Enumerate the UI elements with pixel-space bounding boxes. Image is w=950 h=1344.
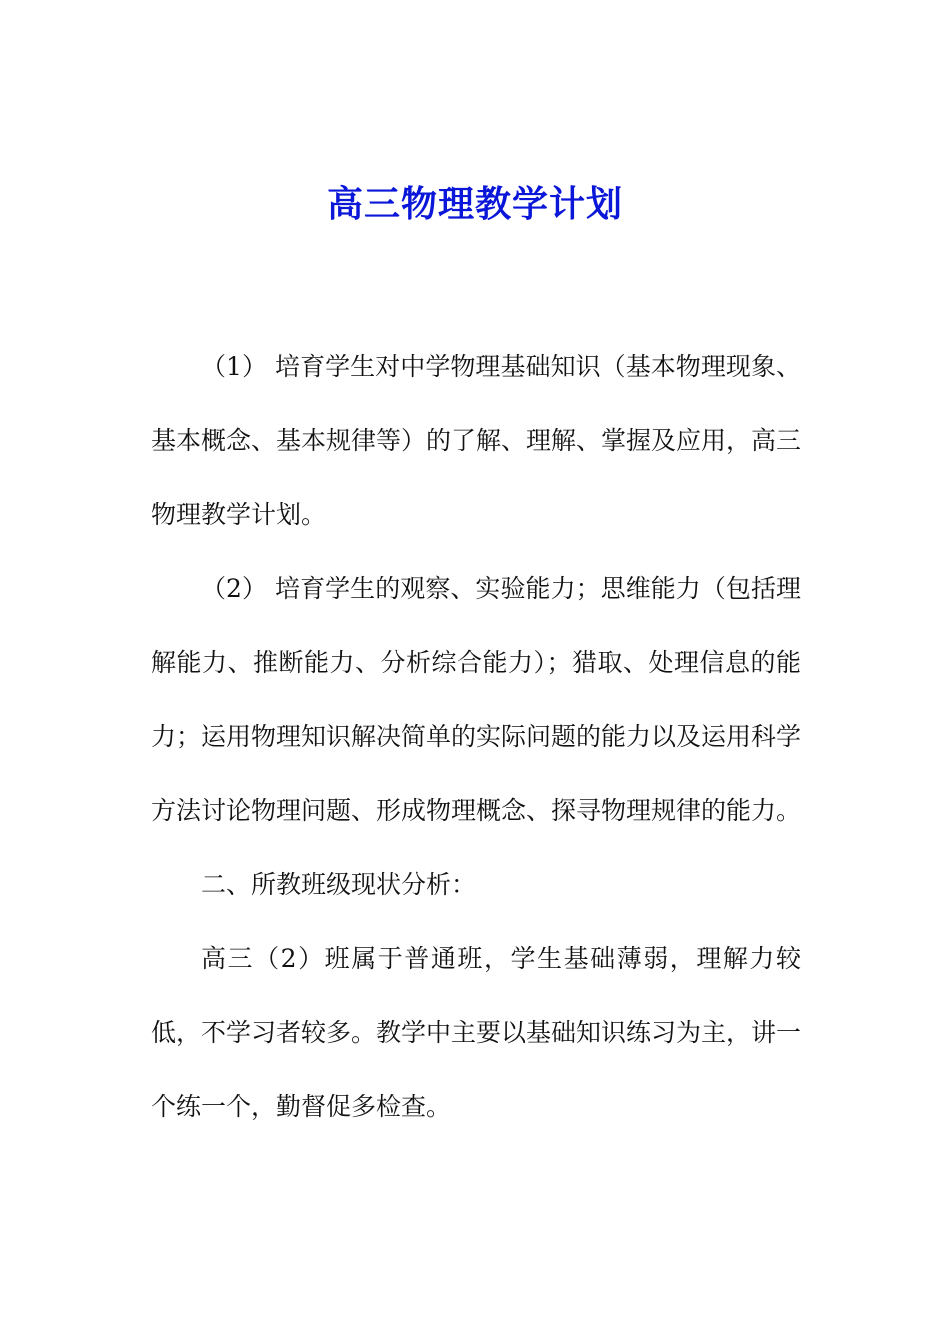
document-body [151, 330, 801, 1144]
document-title: 高三物理教学计划 [326, 183, 623, 225]
paragraph-objective-1: （1） 培育学生对中学物理基础知识（基本物理现象、基本概念、基本规律等）的了解、理解、掌握及应用，高三物理教学计划。 [151, 352, 802, 529]
section-heading-class-analysis: 二、所教班级现状分析： [201, 870, 477, 899]
paragraph-objective-2: （2） 培育学生的观察、实验能力；思维能力（包括理解能力、推断能力、分析综合能力）；猎取、处理信息的能力；运用物理知识解决简单的实际问题的能力以及运用科学方法讨论物理问题、形成物理概念、探寻物理规律的能力。 [151, 574, 802, 825]
paragraph-class-analysis: 高三（2）班属于普通班，学生基础薄弱，理解力较低，不学习者较多。教学中主要以基础知识练习为主，讲一个练一个，勤督促多检查。 [151, 944, 802, 1121]
